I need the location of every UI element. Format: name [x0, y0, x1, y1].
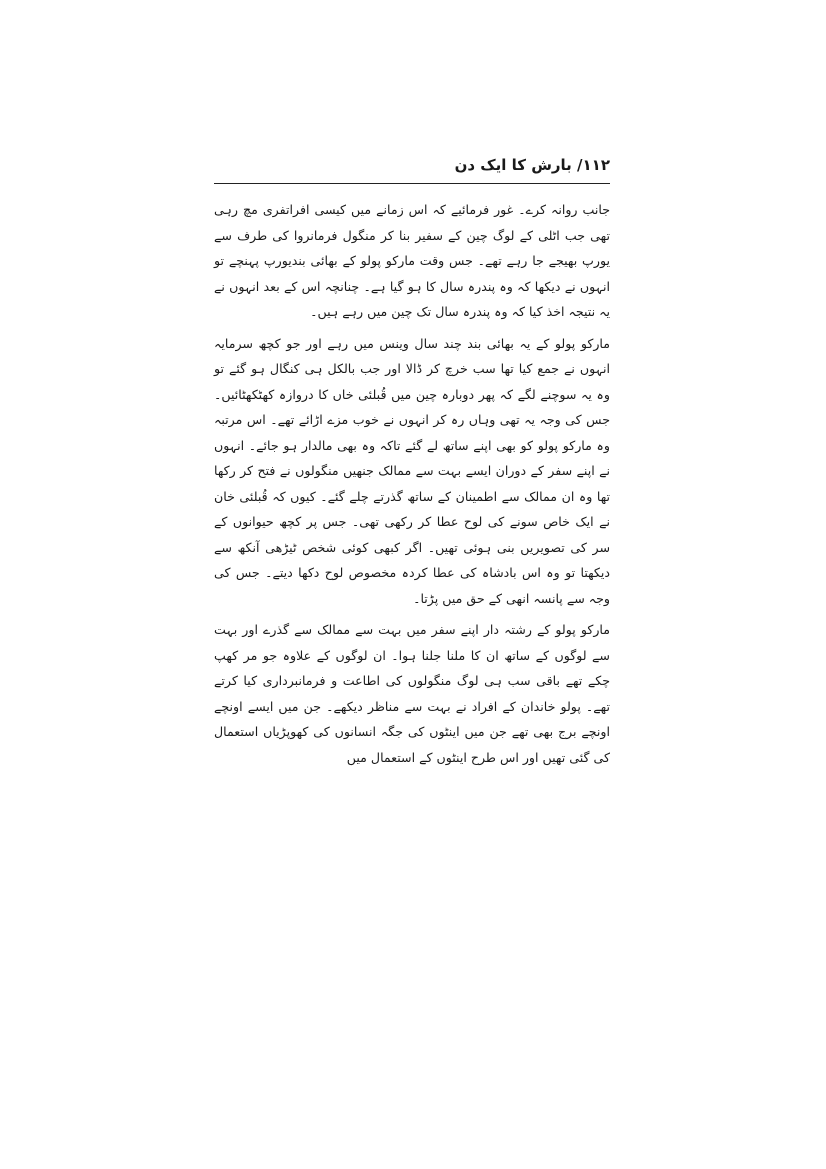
- page-header: ۱۱۲/ بارش کا ایک دن: [454, 156, 610, 174]
- paragraph-2: مارکو پولو کے یہ بھائی بند چند سال وینس میں رہے اور جو کچھ سرمایہ انہوں نے جمع کیا تھا سب خرچ کر ڈالا اور جب بالکل ہی کنگال ہو گئے تو وہ یہ سوچنے لگے کہ پھر دوبارہ چین میں قُبلئی خاں کا دروازہ کھٹکھٹائیں۔ جس کی وجہ یہ تھی وہاں رہ کر انہوں نے خوب مزے اڑائے تھے۔ اس مرتبہ وہ مارکو پولو کو بھی اپنے ساتھ لے گئے تاکہ وہ بھی مالدار ہو جائے۔ انہوں نے اپنے سفر کے دوران ایسے بہت سے ممالک جنھیں منگولوں نے فتح کر رکھا تھا وہ ان ممالک سے اطمینان کے ساتھ گذرتے چلے گئے۔ کیوں کہ قُبلئی خان نے ایک خاص سونے کی لوح عطا کر رکھی تھی۔ جس پر کچھ حیوانوں کے سر کی تصویریں بنی ہوئی تھیں۔ اگر کبھی کوئی شخص ٹیڑھی آنکھ سے دیکھتا تو وہ اس بادشاہ کی عطا کردہ مخصوص لوح دکھا دیتے۔ جس کی وجہ سے پانسہ انھی کے حق میں پڑتا۔: [214, 335, 610, 606]
- body-text: [214, 197, 610, 776]
- header-divider: [214, 183, 610, 184]
- paragraph-3: مارکو پولو کے رشتہ دار اپنے سفر میں بہت سے ممالک سے گذرے اور بہت سے لوگوں کے ساتھ ان کا ملنا جلنا ہوا۔ ان لوگوں کے علاوہ جو مر کھپ چکے تھے باقی سب ہی لوگ منگولوں کی اطاعت و فرمانبرداری کیا کرتے تھے۔ پولو خاندان کے افراد نے بہت سے مناظر دیکھے۔ جن میں ایسے اونچے اونچے برج بھی تھے جن میں اینٹوں کی جگہ انسانوں کی کھوپڑیاں استعمال کی گئی تھیں اور اس طرح اینٹوں کے استعمال میں: [214, 622, 610, 765]
- paragraph-1: جانب روانہ کرے۔ غور فرمائیے کہ اس زمانے میں کیسی افراتفری مچ رہی تھی جب اٹلی کے لوگ چین کے سفیر بنا کر منگول فرمانروا کی طرف سے یورپ بھیجے جا رہے تھے۔ جس وقت مارکو پولو کے بھائی بندیورپ پہنچے تو انہوں نے دیکھا کہ وہ پندرہ سال کا ہو گیا ہے۔ چنانچہ اس کے بعد انہوں نے یہ نتیجہ اخذ کیا کہ وہ پندرہ سال تک چین میں رہے ہیں۔: [214, 202, 610, 319]
